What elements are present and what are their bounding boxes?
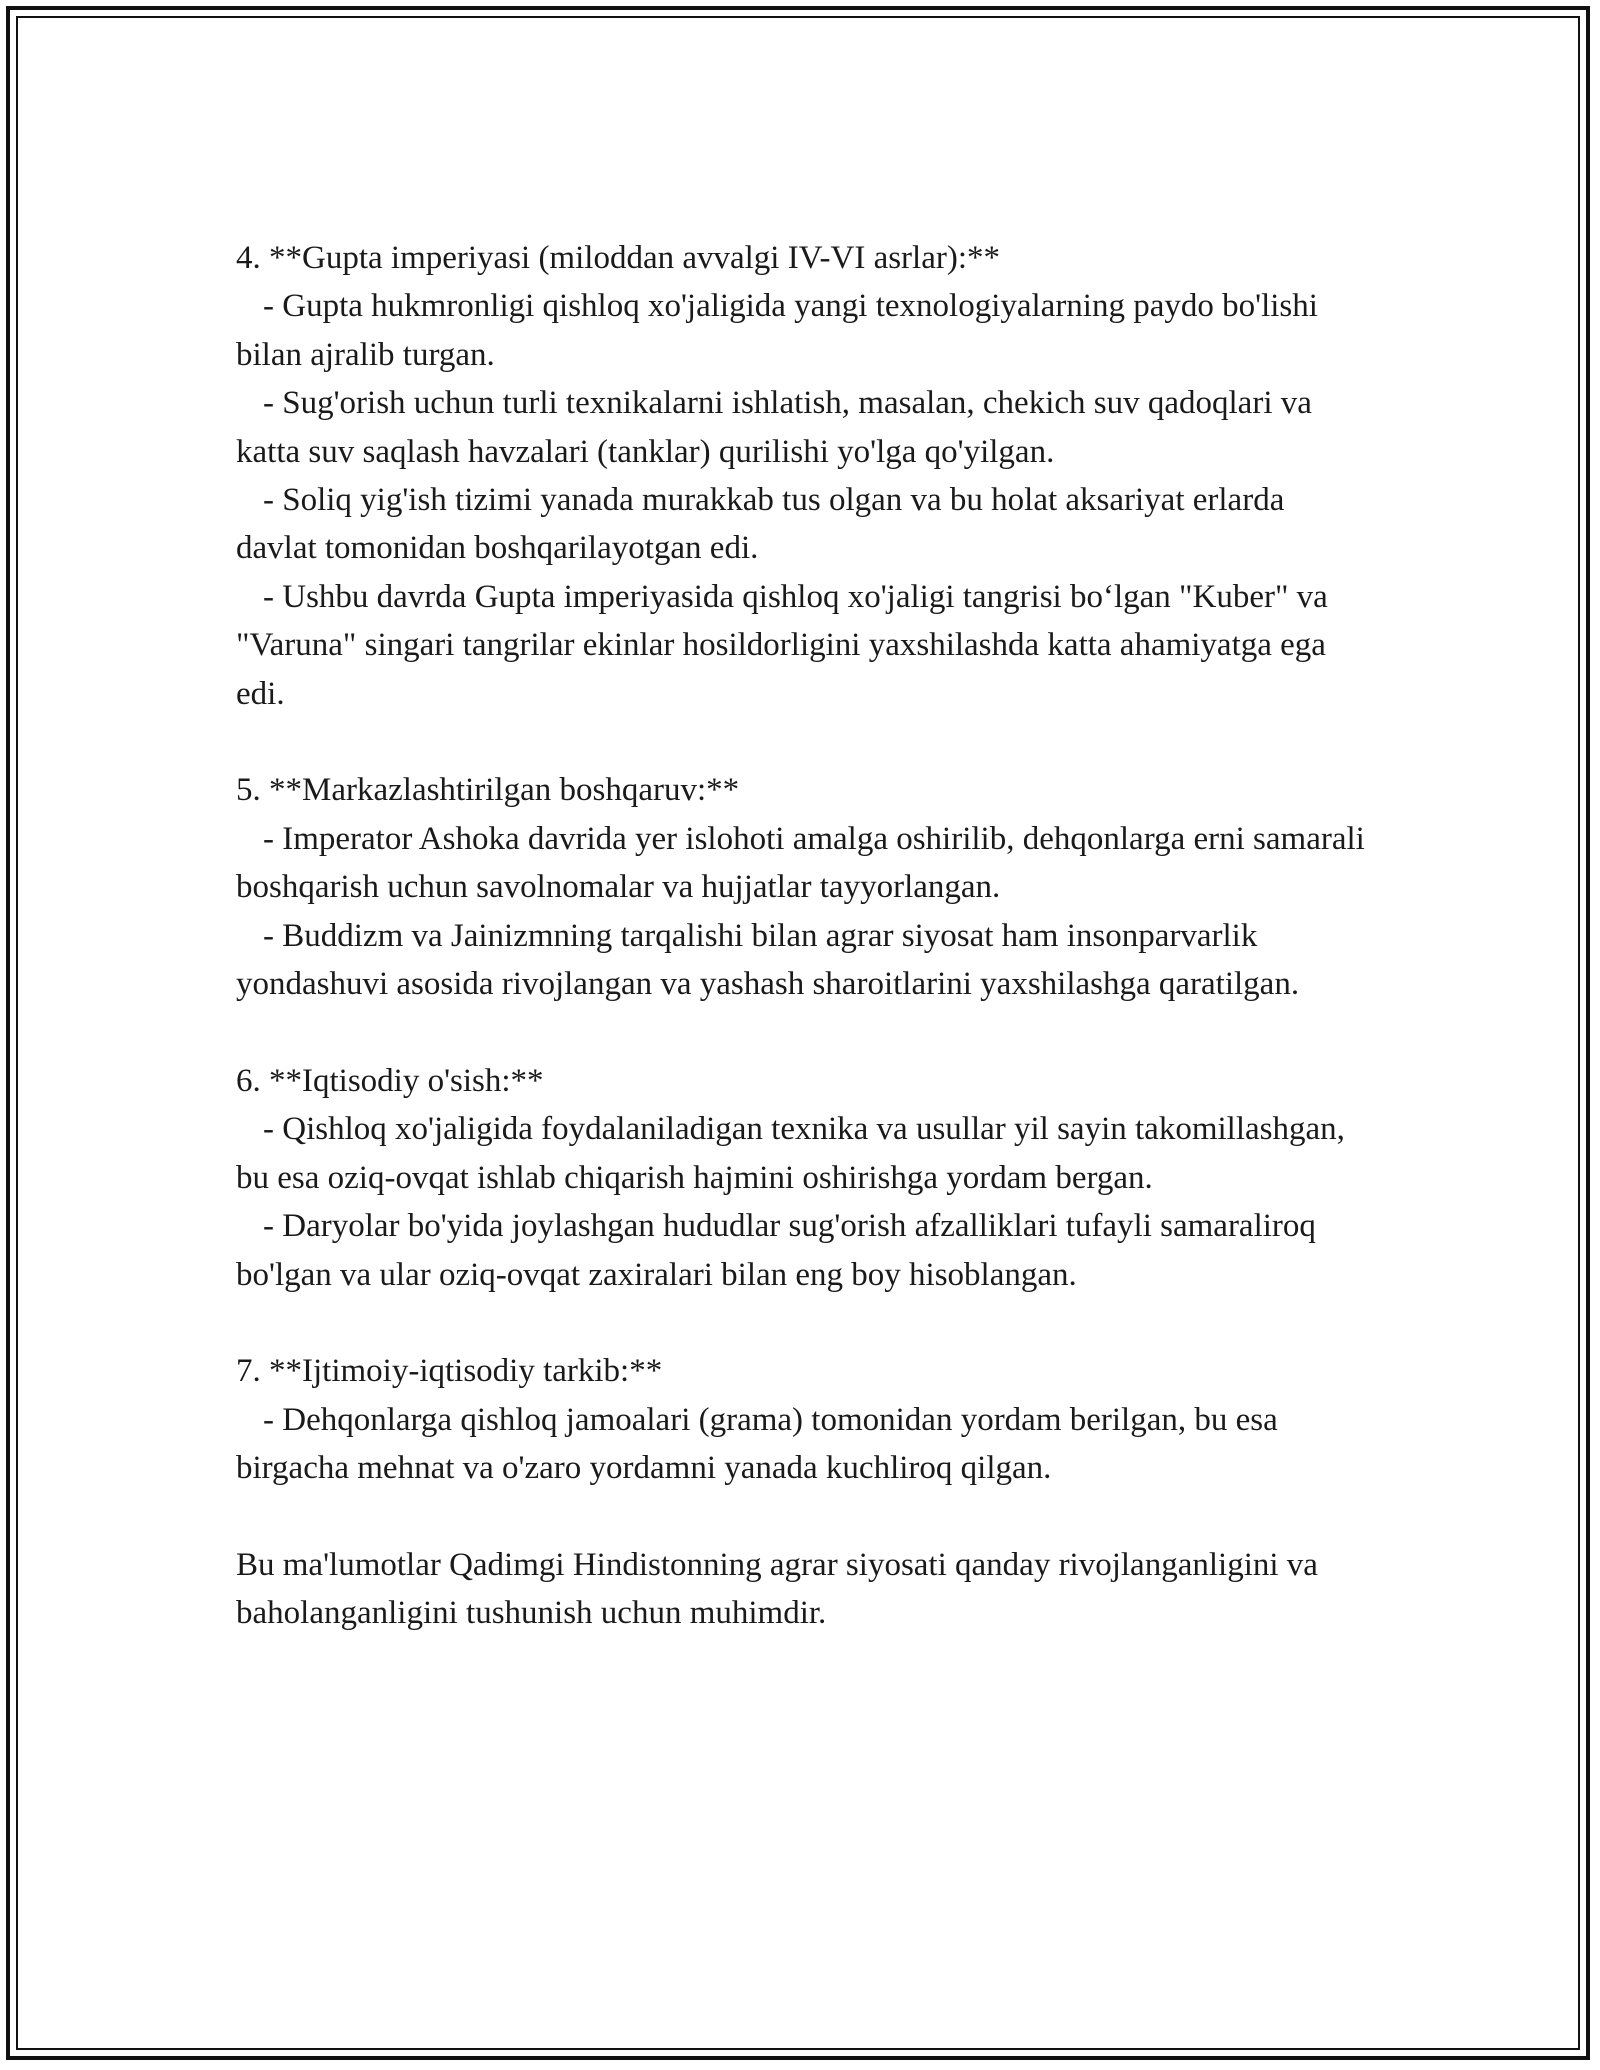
document-body: [236, 234, 1366, 1638]
list-item: - Soliq yig'ish tizimi yanada murakkab tus olgan va bu holat aksariyat erlarda davlat tomonidan boshqarilayotgan edi.: [236, 482, 1285, 567]
list-item: - Dehqonlarga qishloq jamoalari (grama) tomonidan yordam berilgan, bu esa birgacha mehnat va o'zaro yordamni yanada kuchliroq qilgan.: [236, 1401, 1278, 1487]
list-item: - Daryolar bo'yida joylashgan hududlar sug'orish afzalliklari tufayli samaraliroq bo'lgan va ular oziq-ovqat zaxiralari bilan eng boy hisoblangan.: [236, 1208, 1316, 1293]
list-item: - Ushbu davrda Gupta imperiyasida qishloq xo'jaligi tangrisi bo‘lgan "Kuber" va "Varuna" singari tangrilar ekinlar hosildorligini yaxshilashda katta ahamiyatga ega edi.: [236, 578, 1328, 712]
section-gupta-empire: [236, 234, 1366, 718]
section-heading: 5. **Markazlashtirilgan boshqaruv:**: [236, 772, 740, 809]
section-socio-economic-structure: [236, 1347, 1366, 1492]
list-item: - Gupta hukmronligi qishloq xo'jaligida yangi texnologiyalarning paydo bo'lishi bilan ajralib turgan.: [236, 288, 1318, 373]
section-economic-growth: [236, 1057, 1366, 1299]
list-item: - Buddizm va Jainizmning tarqalishi bilan agrar siyosat ham insonparvarlik yondashuvi asosida rivojlangan va yashash sharoitlarini yaxshilashga qaratilgan.: [236, 917, 1300, 1003]
section-heading: 7. **Ijtimoiy-iqtisodiy tarkib:**: [236, 1353, 663, 1390]
list-item: - Qishloq xo'jaligida foydalaniladigan texnika va usullar yil sayin takomillashgan, bu esa oziq-ovqat ishlab chiqarish hajmini oshirishga yordam bergan.: [236, 1111, 1345, 1196]
section-heading: 6. **Iqtisodiy o'sish:**: [236, 1062, 544, 1099]
list-item: - Sug'orish uchun turli texnikalarni ishlatish, masalan, chekich suv qadoqlari va katta suv saqlash havzalari (tanklar) qurilishi yo'lga qo'yilgan.: [236, 385, 1312, 470]
conclusion-paragraph: Bu ma'lumotlar Qadimgi Hindistonning agrar siyosati qanday rivojlanganligini va baholanganligini tushunish uchun muhimdir.: [236, 1546, 1318, 1632]
list-item: - Imperator Ashoka davrida yer islohoti amalga oshirilib, dehqonlarga erni samarali boshqarish uchun savolnomalar va hujjatlar tayyorlangan.: [236, 820, 1365, 906]
section-centralized-governance: [236, 766, 1366, 1008]
section-heading: 4. **Gupta imperiyasi (miloddan avvalgi IV-VI asrlar):**: [236, 240, 1001, 276]
